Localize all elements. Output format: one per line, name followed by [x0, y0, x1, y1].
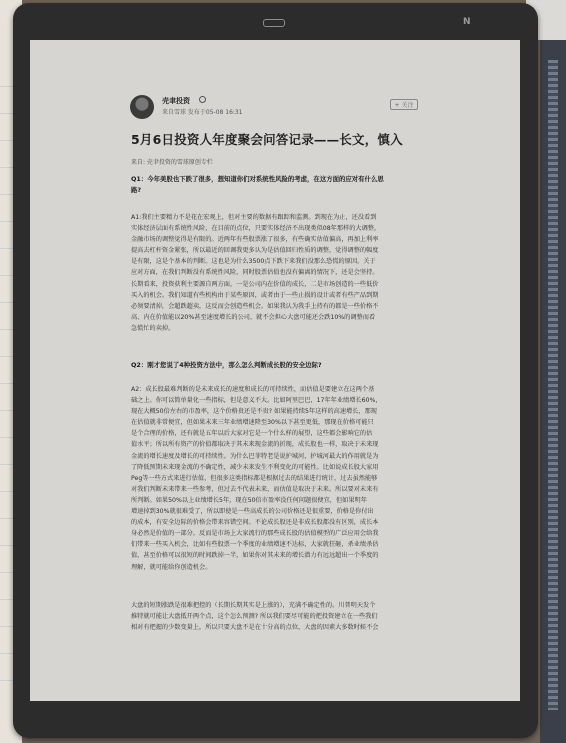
question-1-line: 路?: [131, 186, 142, 195]
home-button[interactable]: [263, 19, 285, 27]
answer-1-line: 实体经济层面有系统性风险，在目前的点位，只要实体经济不出现类似08年那样的大调整，: [131, 225, 381, 233]
post-meta: 来自雪球 发布于05-08 16:31: [162, 109, 243, 116]
answer-2-line: 理解，就可能给你创造机会。: [131, 563, 212, 571]
answer-2-line: 现在大概50倍左右的市盈率，这个价格贵还是不贵? 如果能持续5年这样的高速增长，那现: [131, 408, 377, 416]
question-2: [131, 360, 429, 371]
answer-2-line: 所判断。如果50%以上业绩增长5年，现在50倍市盈率没任何问题很便宜，但如果明年: [131, 496, 367, 504]
article-title: 5月6日投资人年度聚会问答记录——长文，慎入: [131, 132, 403, 147]
answer-1-line: 长期看来，投资获利主要源自两方面，一是公司内在价值的成长，二是市场创造的一些低价: [131, 280, 379, 288]
answer-2-line: 增速掉到30%就很难受了，所以即使是一些高成长的公司价格还是很重要，价格是你付出: [131, 508, 374, 516]
question-1: [131, 174, 429, 196]
answer-1-line: 提高去杠杆资金紧张，所以最近的回调我更多认为是估值回归性质的调整，觉得调整的幅度: [131, 247, 379, 255]
answer-2-line: A2：成长股最难判断的是未来成长的速度和成长的可持续性，而估值是要建立在这两个基: [131, 386, 375, 393]
answer-1-line: 必须要清掉，会超跌超卖，这反而会创造些机会。如果我认为我手上持有的都是一些价格不: [131, 302, 379, 310]
answer-2-line: 的成本，有安全边际的价格会带来容错空间。不论成长股还是非成长股都没有区别，成长本: [131, 519, 379, 527]
answer-1-line: 急慌忙的卖掉。: [131, 324, 175, 332]
answer-2-line: 金流的增长速度及增长的可持续性。为什么巴菲特老是说护城河，护城河最大的作用就是为: [131, 452, 379, 460]
paragraph-3-line: 大盘的短期涨跌是很难把控的（长期长期其实是上涨的），充满不确定性的。川普明天发个: [131, 602, 376, 609]
author-name[interactable]: 壳聿投资: [162, 97, 190, 105]
nfc-icon: N: [463, 17, 471, 27]
e-reader-device: [13, 3, 538, 738]
verified-badge-icon: [199, 96, 206, 103]
answer-2-line: 们带来一些买入机会，比如有些股票一个季度的业绩增速不达标，大家就狂砸，杀业绩杀估: [131, 541, 379, 549]
answer-2-line: 对我们判断未来带来一些参考，但过去不代表未来，而估值是取决于未来。所以要对未来有: [131, 485, 379, 493]
answer-1: [131, 212, 429, 334]
question-2-line: Q2：刚才您说了4种投资方法中，那么怎么判断成长股的安全边际?: [131, 361, 322, 369]
paragraph-3-line: 推特就可能让大盘抵开两个点，这个怎么预测? 所以我们要尽可能的把投资建立在一些我们: [131, 613, 378, 621]
author-row: [130, 95, 430, 121]
follow-button[interactable]: + 关注: [390, 99, 418, 110]
avatar[interactable]: [130, 95, 154, 119]
answer-2: [131, 384, 429, 573]
answer-2-line: 是个合理的价格，还有就是五年以后大家对它是一个什么样的展望，这些都会影响它的估: [131, 430, 373, 438]
answer-2-line: 值水平；所以所有资产的价值都取决于其未来现金流的折现，成长股也一样，取决于未来现: [131, 441, 379, 449]
background-fabric-pattern: [548, 60, 558, 710]
article-source: 来自: 壳聿投资的雪球原创专栏: [131, 159, 213, 166]
paragraph-3-line: 相对有把握的少数变量上，所以只要大盘不是在十分高的点位，大盘的因素大多数时候不会: [131, 624, 379, 632]
answer-1-line: 买入的机会。我们知道有些机构由于某些原因，或者由于一些止损的设计或者有些产品到期: [131, 291, 379, 299]
answer-1-line: 金融市场的调整觉得是有限的。近两年有些股票涨了很多，有些确实估值偏高，再加上利率: [131, 236, 379, 244]
answer-1-line: 是有限，这是个基本的判断。这也是为什么3500点下跌下来我们没那么恐慌的原因。关于: [131, 258, 376, 266]
answer-1-line: A1:我们主要精力不是花在宏观上，但对主要的数据有跟踪和监测。到现在为止，还没看到: [131, 214, 377, 221]
answer-1-line: 高、内在价值能以20%甚至速度增长的公司，就不会担心大盘可能还会跌10%的调整而看: [131, 313, 376, 321]
paragraph-3: [131, 600, 429, 633]
question-1-line: Q1：今年美股也下跌了很多，想知道你们对系统性风险的考虑，在这方面的应对有什么思: [131, 175, 384, 183]
answer-2-line: 础之上。你可以简单量化一些指标，但是意义不大。比如阿里巴巴，17年年业绩增长60%，: [131, 397, 382, 405]
answer-2-line: 了降低预期未来现金流的不确定性，减少未来发生不利变化的可能性。比如说成长股大家用: [131, 463, 379, 471]
answer-2-line: 在估值就非常便宜，但如果未来三年业绩增速降至30%以下甚至更低，那现在价格可能只: [131, 419, 374, 427]
e-ink-screen: [30, 40, 520, 701]
answer-2-line: Peg等一些方式来进行估值，但很多这类指标都是根据过去的结果进行统计，过去虽然能够: [131, 474, 378, 482]
answer-2-line: 值，甚至价格可以很短的时间跌掉一半，如果你对其未来的增长潜力有远远超出一个季度的: [131, 552, 379, 560]
answer-2-line: 身必然是价值的一部分。反而是市场上大家流行的那些成长股的估值模型的广泛应用会给我: [131, 530, 379, 538]
answer-1-line: 应对方面，在我们判断没有系统性风险，同时股票估值也没有偏离的情况下，还是会坚持。: [131, 269, 379, 277]
